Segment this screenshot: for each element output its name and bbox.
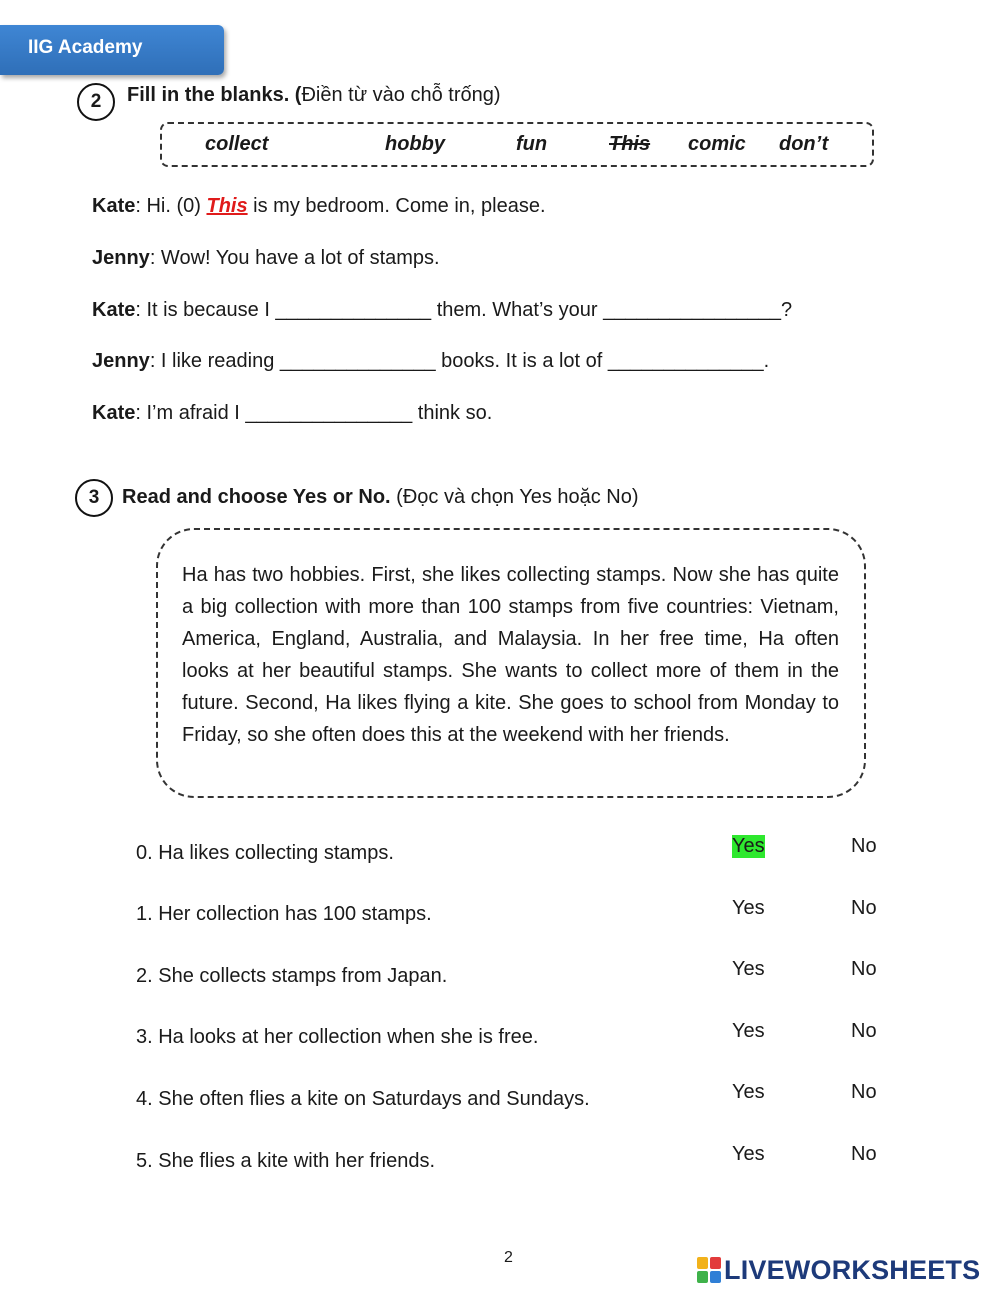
word-bank-item: hobby: [385, 133, 445, 155]
dialogue-text-with-blanks[interactable]: : I’m afraid I _______________ think so.: [135, 402, 493, 424]
dialogue-line[interactable]: [92, 299, 792, 322]
no-option[interactable]: No: [851, 897, 877, 919]
no-option[interactable]: No: [851, 835, 877, 857]
liveworksheets-logo: [697, 1255, 980, 1285]
dialogue-text: : Wow! You have a lot of stamps.: [149, 247, 440, 269]
dialogue-line: [92, 247, 440, 270]
yes-option[interactable]: Yes: [732, 958, 765, 980]
word-bank-item: fun: [516, 133, 548, 155]
dialogue-text-with-blanks[interactable]: : It is because I ______________ them. What’s your ________________?: [135, 299, 793, 321]
question-0: 0. Ha likes collecting stamps.: [136, 842, 394, 864]
section-3-title-bold: Read and choose Yes or No.: [122, 486, 391, 508]
no-option[interactable]: No: [851, 958, 877, 980]
dialogue-text: : Hi. (0): [135, 195, 207, 217]
word-bank-item: don’t: [779, 133, 829, 155]
dialogue-text-with-blanks[interactable]: : I like reading ______________ books. It is a lot of ______________.: [149, 350, 770, 372]
speaker-name: Jenny: [92, 247, 150, 269]
dialogue-text: is my bedroom. Come in, please.: [247, 195, 546, 217]
liveworksheets-icon: [697, 1257, 721, 1283]
speaker-name: Jenny: [92, 350, 150, 372]
section-3-number: 3: [75, 479, 113, 517]
word-bank-item: collect: [205, 133, 269, 155]
liveworksheets-brand: LIVEWORKSHEETS: [724, 1254, 981, 1285]
dialogue-line[interactable]: [92, 402, 492, 425]
speaker-name: Kate: [92, 299, 136, 321]
no-option[interactable]: No: [851, 1081, 877, 1103]
word-bank-item-used: This: [609, 133, 651, 155]
no-option[interactable]: No: [851, 1143, 877, 1165]
page-number: 2: [504, 1249, 513, 1266]
section-2-title-bold: Fill in the blanks. (: [127, 84, 302, 106]
word-bank-item: comic: [688, 133, 746, 155]
section-3-title-translation: (Đọc và chọn Yes hoặc No): [390, 486, 639, 508]
speaker-name: Kate: [92, 402, 136, 424]
yes-option[interactable]: Yes: [732, 897, 765, 919]
speaker-name: Kate: [92, 195, 136, 217]
example-answer: This: [206, 195, 248, 217]
yes-option[interactable]: Yes: [732, 1143, 765, 1165]
no-option[interactable]: No: [851, 1020, 877, 1042]
yes-option[interactable]: Yes: [732, 1020, 765, 1042]
section-2-number: 2: [77, 83, 115, 121]
reading-passage: Ha has two hobbies. First, she likes collecting stamps. Now she has quite a big collection with more than 100 stamps from five countries: Vietnam, America, England, Australia, and Malaysia. In her free time, Ha often looks at her beautiful stamps. She wants to collect more of them in the future. Second, Ha likes flying a kite. She goes to school from Monday to Friday, so she often does this at the weekend with her friends.: [182, 564, 839, 746]
question-3: 3. Ha looks at her collection when she is free.: [136, 1026, 539, 1048]
question-1: 1. Her collection has 100 stamps.: [136, 903, 432, 925]
section-2-title-translation: Điền từ vào chỗ trống): [301, 84, 501, 106]
question-2: 2. She collects stamps from Japan.: [136, 965, 448, 987]
yes-option-selected[interactable]: Yes: [732, 835, 765, 857]
question-4: 4. She often flies a kite on Saturdays and Sundays.: [136, 1088, 590, 1110]
iig-academy-tab: IIG Academy: [0, 25, 224, 75]
section-3-heading: [122, 486, 639, 509]
yes-option[interactable]: Yes: [732, 1081, 765, 1103]
section-2-heading: [127, 84, 501, 107]
question-5: 5. She flies a kite with her friends.: [136, 1150, 436, 1172]
dialogue-line: [92, 195, 546, 218]
dialogue-line[interactable]: [92, 350, 769, 373]
